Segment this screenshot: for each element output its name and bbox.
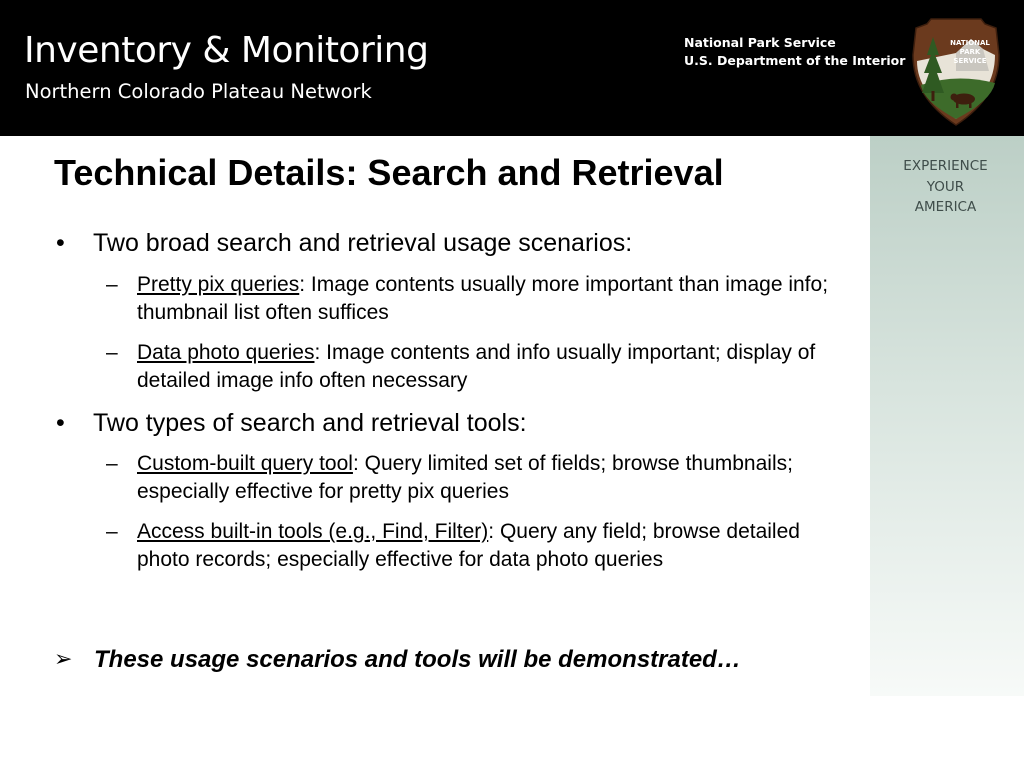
sub-bullet-mark: – (106, 452, 118, 475)
bullet-text: Two broad search and retrieval usage scenarios: (93, 229, 633, 257)
experience-sidebar (870, 136, 1024, 696)
term-pretty-pix-queries: Pretty pix queries (137, 273, 300, 296)
term-description: : Query any field; browse detailed photo records; especially effective for data photo queries (137, 520, 800, 571)
term-custom-built-query-tool: Custom-built query tool (137, 452, 353, 475)
term-description: : Query limited set of fields; browse thumbnails; especially effective for pretty pix queries (137, 452, 793, 503)
logo-text-national: NATIONAL (950, 39, 990, 47)
sub-bullet-text (137, 271, 856, 327)
sub-bullet-mark: – (106, 341, 118, 364)
sidebar-line-experience: EXPERIENCE (903, 158, 988, 174)
sub-bullet-data-photo (106, 339, 856, 395)
sidebar-line-america: AMERICA (914, 199, 977, 215)
department-name: U.S. Department of the Interior (684, 53, 906, 68)
bullet-text: Two types of search and retrieval tools: (93, 409, 527, 437)
term-data-photo-queries: Data photo queries (137, 341, 315, 364)
sub-bullet-text (137, 518, 856, 574)
demonstration-note-text: These usage scenarios and tools will be demonstrated… (94, 646, 741, 673)
sub-bullet-text (137, 339, 856, 395)
header-banner (0, 0, 1024, 136)
sub-bullet-text (137, 450, 856, 506)
experience-your-america (870, 156, 1021, 218)
term-description: : Image contents and info usually important; display of detailed image info often necessary (137, 341, 816, 392)
nps-arrowhead-icon (911, 15, 1001, 127)
logo-text-service: SERVICE (953, 57, 987, 65)
arrow-bullet-icon: ➢ (54, 647, 73, 672)
sub-bullet-access-tools (106, 518, 856, 574)
agency-name: National Park Service (684, 35, 836, 50)
agency-block (684, 34, 905, 70)
sidebar-line-your: YOUR (926, 178, 965, 195)
bullet-mark: • (56, 409, 65, 437)
slide-title: Technical Details: Search and Retrieval (54, 152, 724, 193)
sub-bullet-custom-query-tool (106, 450, 856, 506)
logo-text-park: PARK (959, 48, 981, 56)
sub-bullet-pretty-pix (106, 271, 856, 327)
sub-bullet-mark: – (106, 520, 118, 543)
bullet-mark: • (56, 229, 65, 257)
sub-bullet-mark: – (106, 273, 118, 296)
network-subtitle: Northern Colorado Plateau Network (25, 80, 372, 103)
term-description: : Image contents usually more important than image info; thumbnail list often suffices (137, 273, 829, 324)
program-title: Inventory & Monitoring (24, 30, 429, 71)
term-access-built-in-tools: Access built-in tools (e.g., Find, Filter) (137, 520, 489, 543)
